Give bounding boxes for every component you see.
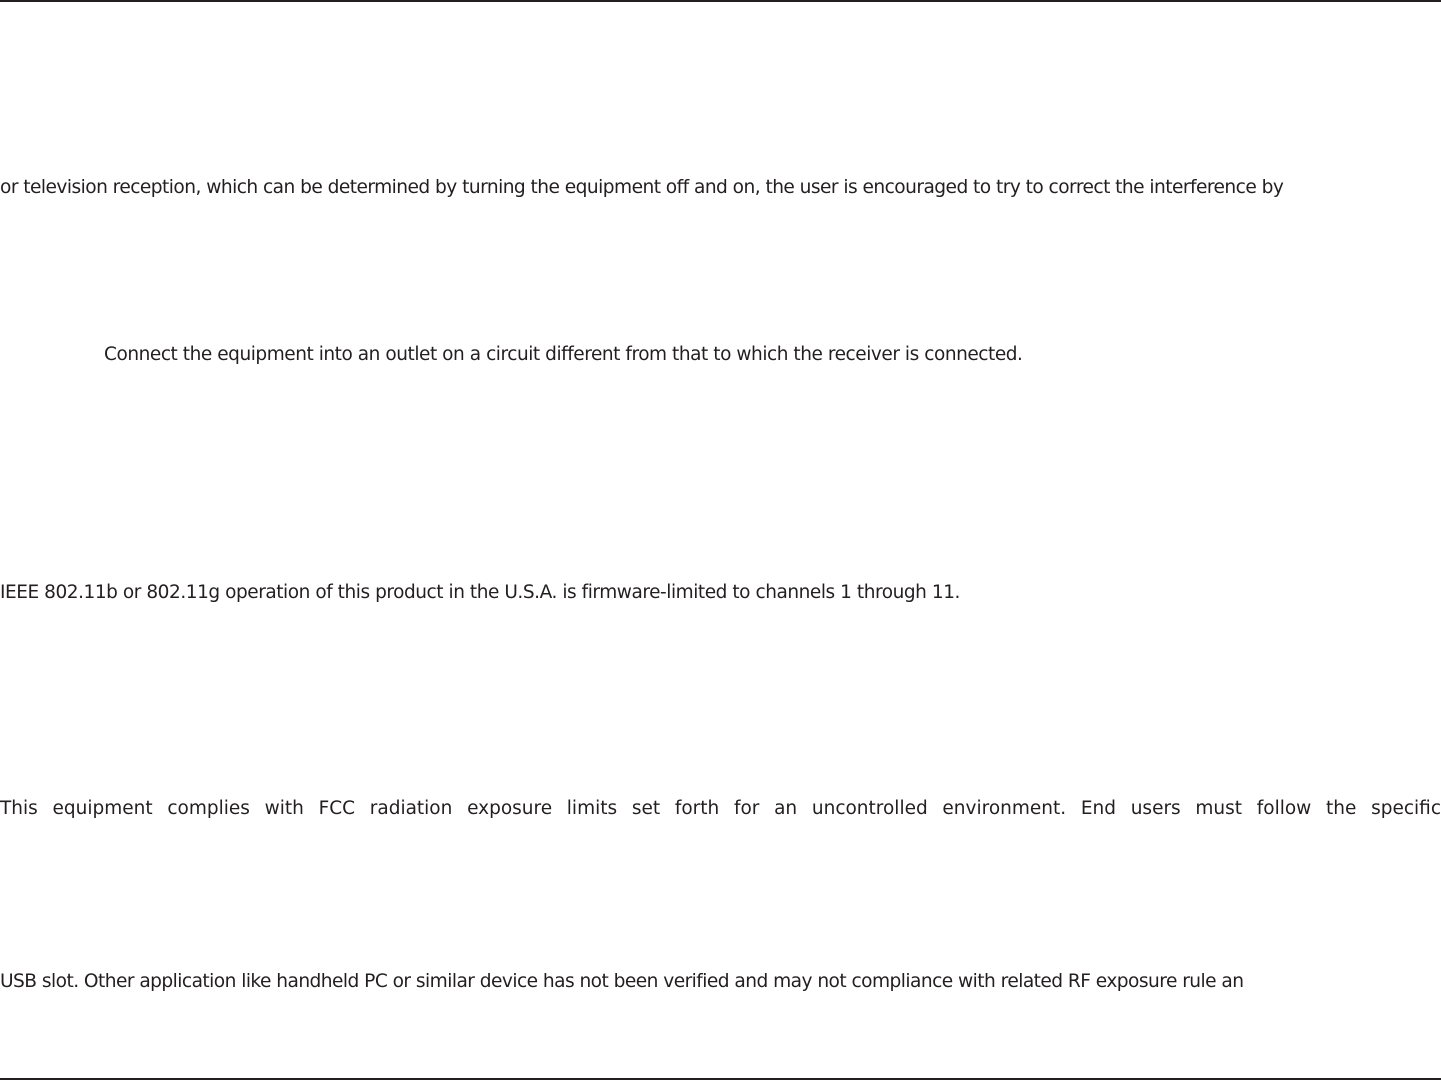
text-line-outlet: Connect the equipment into an outlet on a circuit different from that to which the receiver is connected. [104,344,1023,365]
text-line-exposure: This equipment complies with FCC radiation exposure limits set forth for an uncontrolled environment. End users must follow the specific [0,798,1441,819]
top-rule [0,0,1441,2]
bottom-rule [0,1078,1441,1080]
text-line-interference: or television reception, which can be determined by turning the equipment off and on, the user is encouraged to try to correct the interference by [0,177,1284,198]
text-line-channels: IEEE 802.11b or 802.11g operation of this product in the U.S.A. is firmware-limited to channels 1 through 11. [0,582,960,603]
text-line-usb-slot: USB slot. Other application like handheld PC or similar device has not been verified and may not compliance with related RF exposure rule an [0,971,1244,992]
